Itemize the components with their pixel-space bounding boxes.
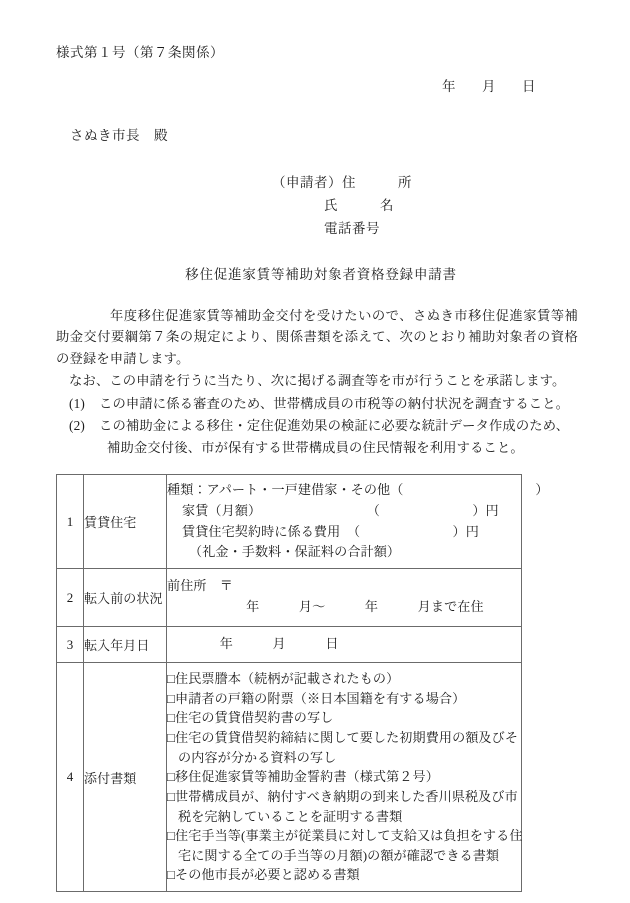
row-2-label: 転入前の状況 xyxy=(84,569,167,627)
body-text xyxy=(56,305,578,459)
applicant-phone-row xyxy=(272,217,578,240)
row-3-number: 3 xyxy=(57,627,84,663)
row-4-number: 4 xyxy=(57,663,84,892)
attachment-item[interactable] xyxy=(167,708,521,728)
row-1-label: 賃貸住宅 xyxy=(84,475,167,569)
attachment-4-text: 住宅の賃貸借契約締結に関して要した初期費用の額及びそ xyxy=(175,730,519,745)
checkbox-icon[interactable]: □ xyxy=(167,690,176,706)
attachment-item[interactable] xyxy=(167,669,521,689)
consent-item-2 xyxy=(56,415,578,458)
table-row xyxy=(57,663,522,892)
applicant-address-label: 住 所 xyxy=(342,174,412,190)
applicant-block xyxy=(56,171,578,241)
rental-cost-breakdown-line: （礼金・手数料・保証料の合計額） xyxy=(189,544,401,560)
previous-address-line: 前住所 〒 xyxy=(167,578,233,594)
rental-monthly-rent-line: 家賃（月額） （ ）円 xyxy=(182,502,499,518)
attachment-item[interactable] xyxy=(167,787,521,826)
table-row xyxy=(57,475,522,569)
date-line xyxy=(56,75,578,95)
checkbox-icon[interactable]: □ xyxy=(167,769,176,785)
attachment-6-text: 世帯構成員が、納付すべき納期の到来した香川県税及び市 xyxy=(175,788,518,804)
applicant-phone-label: 電話番号 xyxy=(324,221,380,237)
row-1-number: 1 xyxy=(57,475,84,569)
date-month-label: 月 xyxy=(482,78,496,94)
checkbox-icon[interactable]: □ xyxy=(167,867,176,883)
form-number: 様式第１号（第７条関係） xyxy=(56,45,224,60)
addressee-line xyxy=(56,124,578,144)
attachment-8-text: その他市長が必要と認める書類 xyxy=(175,867,360,883)
checkbox-icon[interactable]: □ xyxy=(167,671,176,687)
attachment-item[interactable] xyxy=(167,689,521,709)
consent-item-1-number: (1) xyxy=(69,395,85,411)
addressee-honorific: 殿 xyxy=(154,127,168,143)
attachment-6-continuation: 税を完納していることを証明する書類 xyxy=(178,808,403,824)
addressee-name: さぬき市長 xyxy=(70,127,140,143)
rental-contract-cost-line: 賃貸住宅契約時に係る費用 （ ）円 xyxy=(182,523,479,539)
attachment-7-text: 住宅手当等(事業主が従業員に対して支給又は負担をする住 xyxy=(175,828,523,844)
row-4-label: 添付書類 xyxy=(84,663,167,892)
page-title: 移住促進家賃等補助対象者資格登録申請書 xyxy=(185,266,457,282)
main-paragraph: 年度移住促進家賃等補助金交付を受けたいので、さぬき市移住促進家賃等補助金交付要綱第７条の規定により、関係書類を添えて、次のとおり補助対象者の資格の登録を申請します。 xyxy=(56,307,578,366)
row-4-content xyxy=(167,663,522,892)
checkbox-icon[interactable]: □ xyxy=(167,828,176,844)
date-year-label: 年 xyxy=(442,78,456,94)
applicant-address-row xyxy=(272,171,578,194)
application-details-table xyxy=(56,474,549,892)
attachment-item[interactable] xyxy=(167,826,521,865)
row-2-content xyxy=(167,569,522,627)
consent-item-2-number: (2) xyxy=(69,418,85,434)
consent-item-1 xyxy=(56,393,578,415)
attachment-1-text: 住民票謄本（続柄が記載されたもの） xyxy=(175,671,400,687)
row-2-number: 2 xyxy=(57,569,84,627)
move-in-date-line: 年 月 日 xyxy=(167,636,339,652)
attachment-5-text: 移住促進家賃等補助金誓約書（様式第２号） xyxy=(175,769,439,785)
row-1-content xyxy=(167,475,549,569)
attachment-item[interactable] xyxy=(167,767,521,787)
date-day-label: 日 xyxy=(522,78,536,94)
consent-intro-paragraph: なお、この申請を行うに当たり、次に掲げる調査等を市が行うことを承諾します。 xyxy=(69,373,566,389)
attachment-3-text: 住宅の賃貸借契約書の写し xyxy=(175,710,334,726)
consent-item-2-continuation: 補助金交付後、市が保有する世帯構成員の住民情報を利用すること。 xyxy=(107,439,524,455)
attachment-item[interactable] xyxy=(167,865,521,885)
rental-type-line: 種類：アパート・一戸建借家・その他（ ） xyxy=(167,482,549,498)
row-3-content xyxy=(167,627,522,663)
attachment-2-text: 申請者の戸籍の附票（※日本国籍を有する場合） xyxy=(175,690,466,706)
applicant-name-label: 氏 名 xyxy=(324,198,394,214)
checkbox-icon[interactable]: □ xyxy=(167,710,176,726)
applicant-name-row xyxy=(272,194,578,217)
row-3-label: 転入年月日 xyxy=(84,627,167,663)
consent-item-1-text: この申請に係る審査のため、世帯構成員の市税等の納付状況を調査すること。 xyxy=(99,395,570,411)
table-row xyxy=(57,627,522,663)
applicant-prefix: （申請者） xyxy=(272,174,342,190)
attachment-7-continuation: 宅に関する全ての手当等の月額)の額が確認できる書類 xyxy=(178,847,500,863)
attachment-item[interactable] xyxy=(167,728,521,767)
consent-item-2-text: この補助金による移住・定住促進効果の検証に必要な統計データ作成のため、 xyxy=(99,418,570,434)
attachment-4-continuation: の内容が分かる資料の写し xyxy=(178,749,337,765)
checkbox-icon[interactable]: □ xyxy=(167,788,176,804)
checkbox-icon[interactable]: □ xyxy=(167,730,176,745)
consent-item-2-text-wrap xyxy=(99,415,578,458)
residence-period-line: 年 月〜 年 月まで在住 xyxy=(167,598,484,614)
table-row xyxy=(57,569,522,627)
